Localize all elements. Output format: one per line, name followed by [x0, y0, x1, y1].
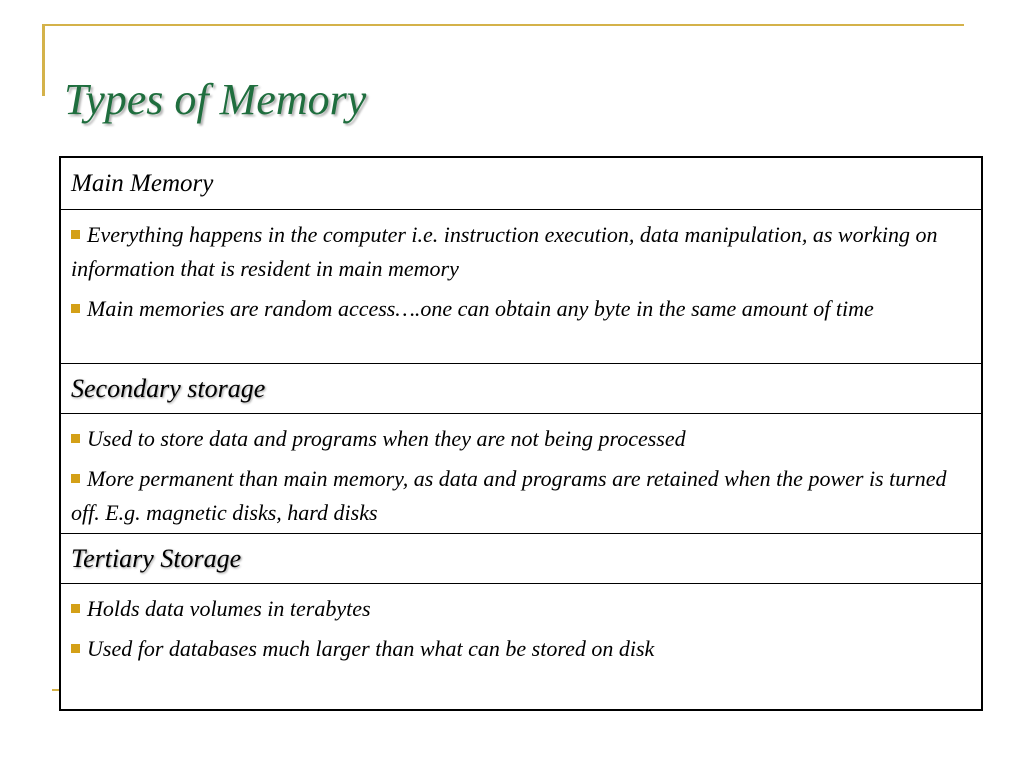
- square-bullet-icon: [71, 230, 80, 239]
- list-item: Used for databases much larger than what can be stored on disk: [71, 632, 971, 666]
- section-body-tertiary-storage: [61, 584, 981, 672]
- square-bullet-icon: [71, 644, 80, 653]
- square-bullet-icon: [71, 604, 80, 613]
- list-item: Used to store data and programs when they are not being processed: [71, 422, 971, 456]
- list-item: Holds data volumes in terabytes: [71, 592, 971, 626]
- square-bullet-icon: [71, 434, 80, 443]
- section-body-main-memory: [61, 210, 981, 364]
- top-decor-line: [42, 24, 964, 26]
- memory-types-table: [59, 156, 983, 711]
- left-decor-line: [42, 24, 45, 96]
- list-item: Everything happens in the computer i.e. instruction execution, data manipulation, as working on information that is resident in main memory: [71, 222, 938, 281]
- square-bullet-icon: [71, 304, 80, 313]
- slide-title: Types of Memory: [64, 75, 367, 124]
- list-item: Main memories are random access….one can obtain any byte in the same amount of time: [71, 292, 971, 326]
- section-body-secondary-storage: [61, 414, 981, 534]
- section-heading-tertiary-storage: Tertiary Storage: [61, 534, 981, 584]
- section-heading-secondary-storage: Secondary storage: [61, 364, 981, 414]
- square-bullet-icon: [71, 474, 80, 483]
- section-heading-main-memory: Main Memory: [61, 158, 981, 210]
- list-item: More permanent than main memory, as data and programs are retained when the power is turned off. E.g. magnetic disks, hard disks: [71, 466, 947, 525]
